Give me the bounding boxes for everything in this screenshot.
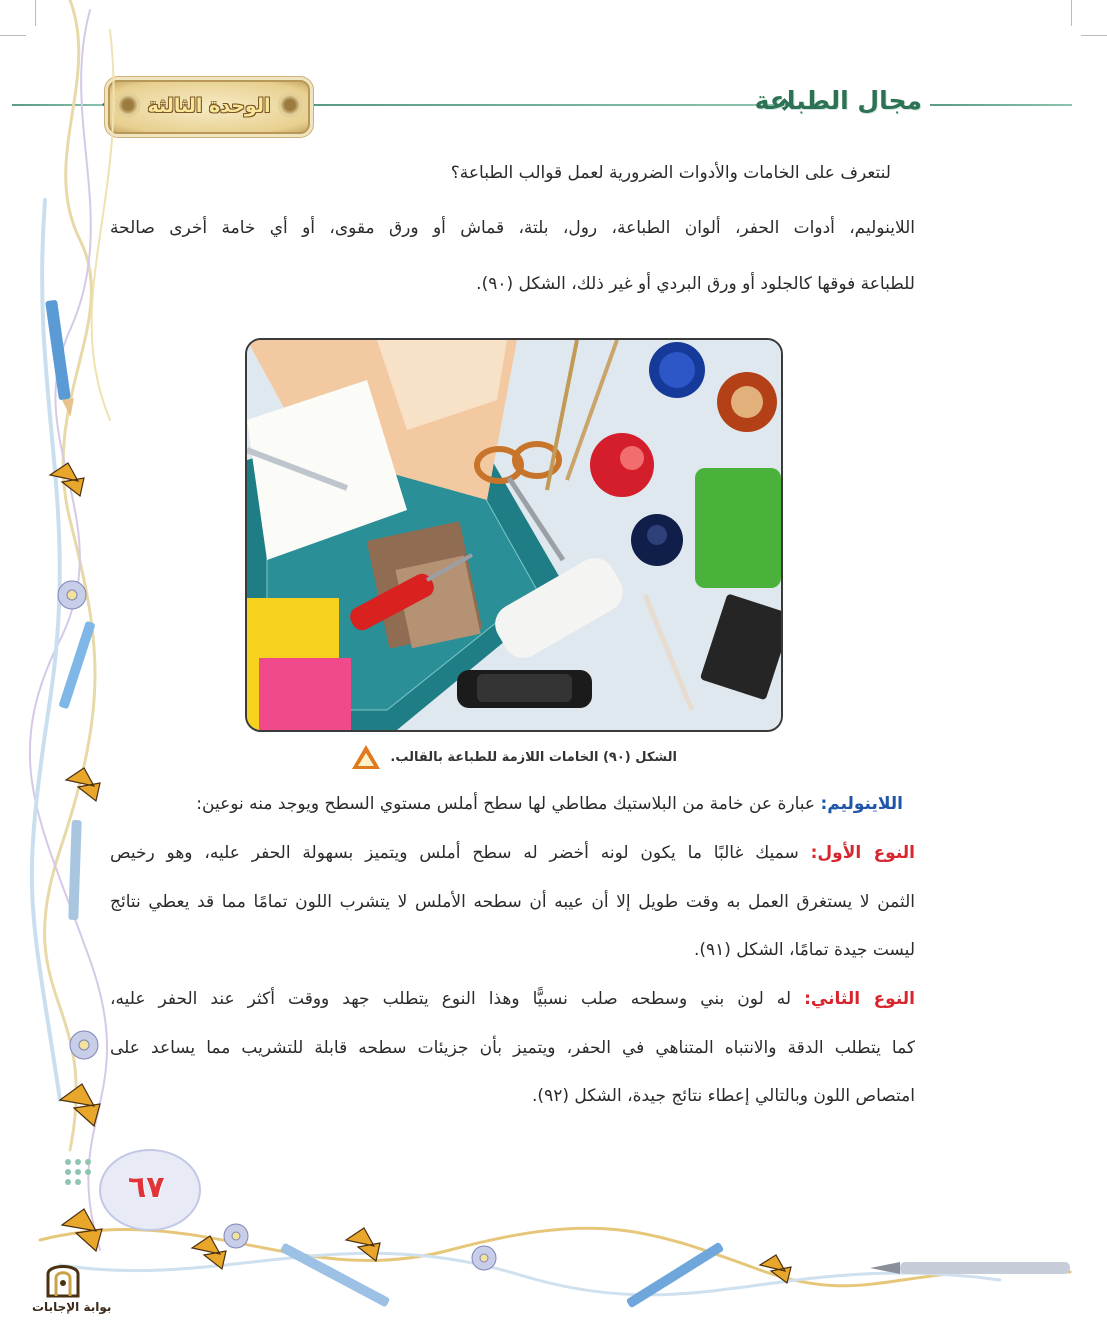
linoleum-definition: [196, 794, 903, 814]
warning-triangle-icon: [352, 745, 380, 769]
type1-term: النوع الأول:: [810, 843, 915, 863]
type2-line-1: [110, 989, 915, 1009]
unit-label: الوحدة الثالثة: [147, 95, 271, 117]
type2-line-3: امتصاص اللون وبالتالي إعطاء نتائج جيدة، الشكل (٩٢).: [532, 1086, 915, 1106]
type2-line-2: كما يتطلب الدقة والانتباه المتناهي في الحفر، ويتميز بأن جزيئات سطحه قابلة للتشريب مما يساعد على: [110, 1038, 915, 1058]
brand-logo-icon: [44, 1258, 82, 1298]
type1-line-2: الثمن لا يستغرق العمل به وقت طويل إلا أن عيبه أن سطحه الأملس لا يتشرب اللون تمامًا مما قد يعطي نتائج: [110, 892, 915, 912]
section-title: مجال الطباعة: [754, 86, 922, 115]
type2-text: له لون بني وسطحه صلب نسبيًّا وهذا النوع يتطلب جهد ووقت أكثر عند الحفر عليه،: [110, 989, 805, 1009]
linoleum-text: عبارة عن خامة من البلاستيك مطاطي لها سطح أملس مستوي السطح ويوجد منه نوعين:: [196, 794, 821, 814]
type1-text: سميك غالبًا ما يكون لونه أخضر له سطح أملس ويتميز بسهولة الحفر عليه، وهو رخيص: [110, 843, 811, 863]
materials-line-2: للطباعة فوقها كالجلود أو ورق البردي أو غير ذلك، الشكل (٩٠).: [476, 274, 915, 294]
type1-line-3: ليست جيدة تمامًا، الشكل (٩١).: [693, 940, 915, 960]
materials-line-1: اللاينوليم، أدوات الحفر، ألوان الطباعة، رول، بلتة، قماش أو ورق مقوى، أو أي خامة أخرى صالحة: [110, 218, 915, 238]
printing-materials-photo: [245, 338, 783, 732]
type2-term: النوع الثاني:: [804, 989, 915, 1009]
brand-name: بوابة الإجابات: [32, 1300, 112, 1314]
figure-caption: الشكل (٩٠) الخامات اللازمة للطباعة بالقالب.: [390, 750, 677, 765]
type1-line-1: [110, 843, 915, 863]
intro-question: لنتعرف على الخامات والأدوات الضرورية لعمل قوالب الطباعة؟: [450, 163, 891, 183]
page-number: ٦٧: [128, 1170, 165, 1205]
photo-illustration: [247, 340, 781, 730]
linoleum-term: اللاينوليم:: [820, 794, 903, 814]
